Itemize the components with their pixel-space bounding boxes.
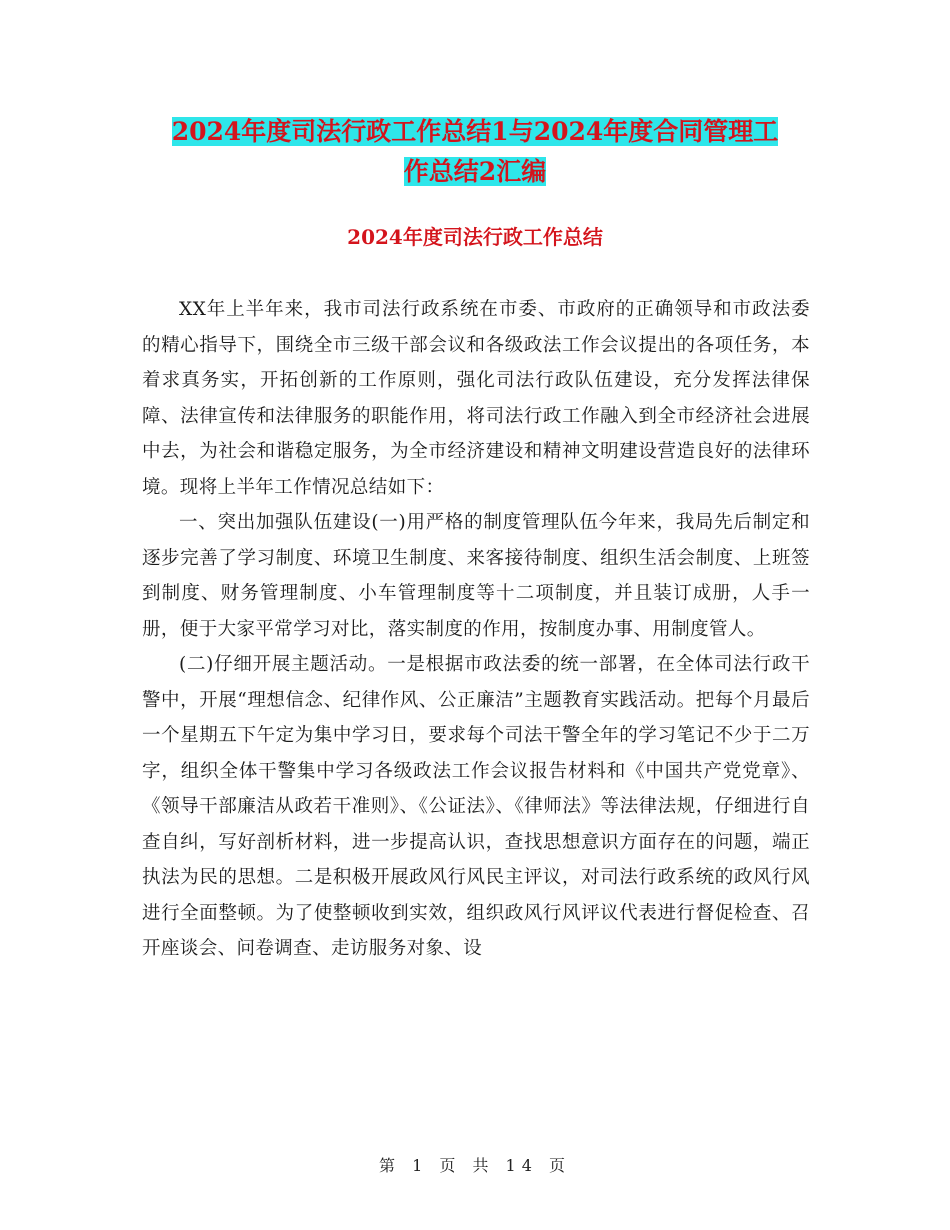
paragraph-3: (二)仔细开展主题活动。一是根据市政法委的统一部署，在全体司法行政干警中，开展“理想信念、纪律作风、公正廉洁”主题教育实践活动。把每个月最后一个星期五下午定为集中学习日，要求每个司法干警全年的学习笔记不少于二万字，组织全体干警集中学习各级政法工作会议报告材料和《中国共产党党章》、《领导干部廉洁从政若干准则》、《公证法》、《律师法》等法律法规，仔细进行自查自纠，写好剖析材料，进一步提高认识，查找思想意识方面存在的问题，端正执法为民的思想。二是积极开展政风行风民主评议，对司法行政系统的政风行风进行全面整顿。为了使整顿收到实效，组织政风行风评议代表进行督促检查、召开座谈会、问卷调查、走访服务对象、设 (142, 654, 810, 959)
section-title: 2024年度司法行政工作总结 (347, 225, 603, 249)
document-title-line-1: 2024年度司法行政工作总结1与2024年度合同管理工 (171, 117, 779, 146)
document-body (142, 292, 810, 967)
paragraph-1: XX年上半年来，我市司法行政系统在市委、市政府的正确领导和市政法委的精心指导下，围绕全市三级干部会议和各级政法工作会议提出的各项任务，本着求真务实，开拓创新的工作原则，强化司法行政队伍建设，充分发挥法律保障、法律宣传和法律服务的职能作用，将司法行政工作融入到全市经济社会进展中去，为社会和谐稳定服务，为全市经济建设和精神文明建设营造良好的法律环境。现将上半年工作情况总结如下： (142, 299, 810, 498)
document-title-line-2: 作总结2汇编 (403, 157, 547, 186)
page-footer: 第 1 页 共 14 页 (379, 1156, 571, 1175)
paragraph-2: 一、突出加强队伍建设(一)用严格的制度管理队伍今年来，我局先后制定和逐步完善了学习制度、环境卫生制度、来客接待制度、组织生活会制度、上班签到制度、财务管理制度、小车管理制度等十二项制度，并且装订成册，人手一册，便于大家平常学习对比，落实制度的作用，按制度办事、用制度管人。 (142, 512, 810, 640)
document-title (140, 112, 810, 192)
